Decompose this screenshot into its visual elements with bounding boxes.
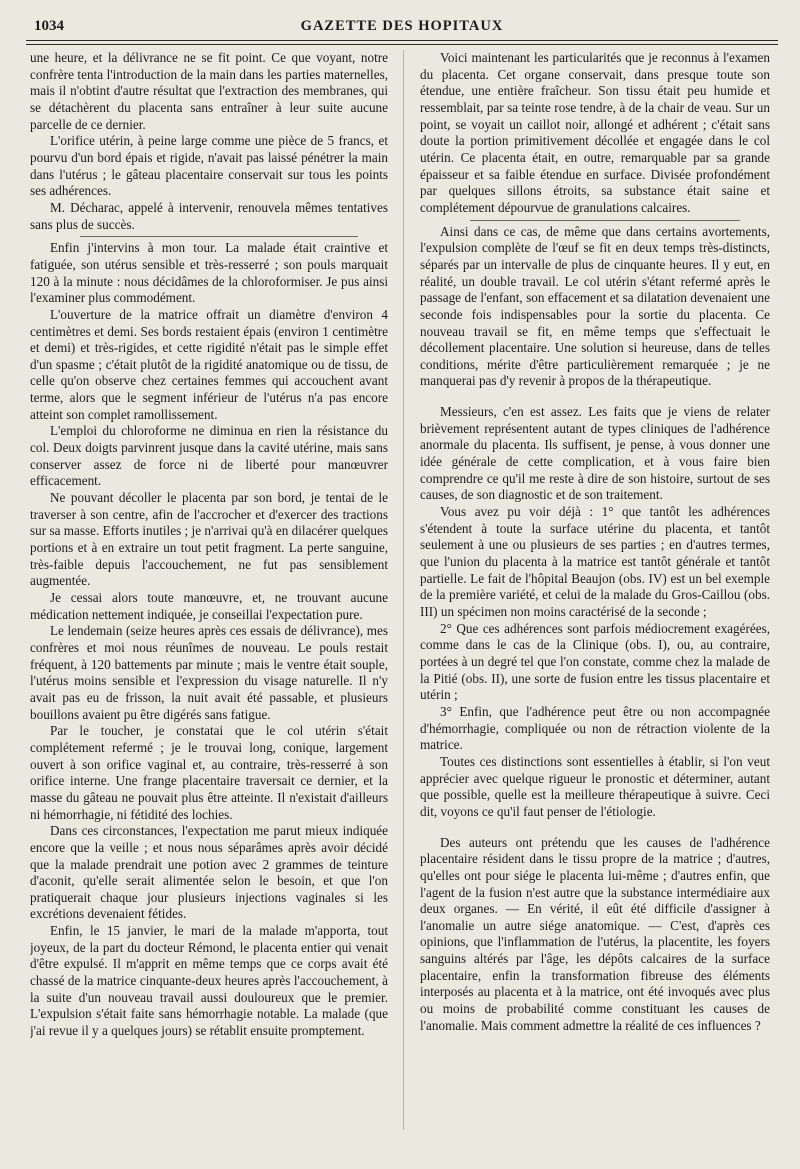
left-column: [30, 50, 388, 1156]
paragraph: Par le toucher, je constatai que le col utérin s'était complétement refermé ; je le trouvai long, conique, largement ouvert à son orifice vaginal et, au contraire, très-resserré à son orifice interne. Une frange placentaire traversait ce dernier, et la masse du gâteau ne pouvait plus être atteinte. Il n'existait d'ailleurs ni hémorrhagie, ni fétidité des lochies.: [30, 723, 388, 822]
header-rule: [26, 40, 778, 45]
paragraph-separator: [470, 220, 740, 221]
page-header: [26, 14, 778, 40]
paragraph: Ainsi dans ce cas, de même que dans certains avortements, l'expulsion complète de l'œuf se fit en deux temps très-distincts, séparés par un intervalle de plus de cinquante heures. Il y eut, en réalité, un double travail. Le col utérin s'étant refermé après le passage de l'enfant, son effacement et sa dilatation devenaient une seconde fois indispensables pour la sortie du placenta. Ce nouveau travail se fit, en même temps que s'effectuait le décollement placentaire. Une solution si heureuse, dans de telles conditions, mérite d'être particulièrement remarquée ; je ne manquerai pas d'y revenir à propos de la thérapeutique.: [420, 223, 770, 389]
paragraph: L'ouverture de la matrice offrait un diamètre d'environ 4 centimètres et demi. Ses bords restaient épais (environ 1 centimètre et demi) et très-rigides, et cette rigidité n'était pas le simple effet d'un spasme ; c'était plutôt de la rigidité anatomique ou de tissu, de celle qu'on observe chez certaines femmes qui accouchent avant terme, alors que le segment inférieur de l'utérus n'a pas encore atteint son complet ramollissement.: [30, 306, 388, 422]
paragraph: une heure, et la délivrance ne se fit point. Ce que voyant, notre confrère tenta l'introduction de la main dans les parties maternelles, mais il n'obtint d'autre résultat que l'extraction des membranes, qui se détachèrent du placenta sans entraîner à leur suite aucune parcelle de ce dernier.: [30, 50, 388, 132]
paragraph: L'emploi du chloroforme ne diminua en rien la résistance du col. Deux doigts parvinrent jusque dans la cavité utérine, mais sans conserver assez de force ni de liberté pour manœuvrer efficacement.: [30, 423, 388, 489]
paragraph: Enfin, le 15 janvier, le mari de la malade m'apporta, tout joyeux, de la part du docteur Rémond, le placenta entier qui venait d'être expulsé. Il m'apprit en même temps que ce corps avait été chassé de la matrice cinquante-deux heures après l'accouchement, à la suite d'un nouveau travail aussi douloureux que le premier. L'expulsion s'était faite sans hémorrhagie notable. La malade (que j'ai revue il y a quelques jours) se rétablit ensuite promptement.: [30, 923, 388, 1039]
paragraph: Vous avez pu voir déjà : 1° que tantôt les adhérences s'étendent à toute la surface utérine du placenta, et tantôt seulement à une ou plusieurs de ses parties ; en d'autres termes, que l'union du placenta à la matrice est tantôt générale et tantôt partielle. Le fait de l'hôpital Beaujon (obs. IV) est un bel exemple de la première variété, et celui de la malade du Gros-Caillou (obs. III) un spécimen non moins caractérisé de la seconde ;: [420, 504, 770, 619]
paragraph: Toutes ces distinctions sont essentielles à établir, si l'on veut apprécier avec quelque rigueur le pronostic et déterminer, autant que possible, quelle est la meilleure thérapeutique à suivre. Ceci dit, voyons ce qu'il faut penser de l'étiologie.: [420, 753, 770, 819]
paragraph: M. Décharac, appelé à intervenir, renouvela mêmes tentatives sans plus de succès.: [30, 199, 388, 232]
paragraph: Enfin j'intervins à mon tour. La malade était craintive et fatiguée, son utérus sensible et très-resserré ; son pouls marquait 120 à la minute : nous décidâmes de la chloroformiser. Je pus ainsi l'examiner plus commodément.: [30, 240, 388, 306]
paragraph: 3° Enfin, que l'adhérence peut être ou non accompagnée d'hémorrhagie, compliquée ou non de rétraction violente de la matrice.: [420, 703, 770, 753]
column-divider: [403, 50, 404, 1130]
paragraph: Ne pouvant décoller le placenta par son bord, je tentai de le traverser à son centre, afin de l'accrocher et d'exercer des tractions sur sa masse. Efforts inutiles ; je n'arrivai qu'à en dilacérer quelques portions et à en extraire un tout petit fragment. La perte sanguine, très-faible depuis l'accouchement, ne fut pas sensiblement augmentée.: [30, 490, 388, 589]
paragraph: Le lendemain (seize heures après ces essais de délivrance), mes confrères et moi nous réunîmes de nouveau. Le pouls restait fréquent, à 120 battements par minute ; mais le ventre était souple, l'utérus moins sensible et l'expression du visage naturelle. Il n'y avait pas eu de frisson, la nuit avait été passable, et plusieurs bouillons avaient pu être digérés sans fatigue.: [30, 623, 388, 722]
page-number: 1034: [34, 18, 64, 34]
paragraph: Je cessai alors toute manœuvre, et, ne trouvant aucune médication nettement indiquée, je conseillai l'expectation pure.: [30, 590, 388, 622]
right-column: [420, 50, 770, 1156]
paragraph: Dans ces circonstances, l'expectation me parut mieux indiquée encore que la veille ; et nous nous séparâmes après avoir décidé que la malade prendrait une potion avec 2 grammes de teinture d'aconit, qu'elle serait alimentée selon le besoin, et que l'on pratiquerait chaque jour plusieurs injections vaginales si les excrétions devenaient fétides.: [30, 823, 388, 922]
paragraph: L'orifice utérin, à peine large comme une pièce de 5 francs, et pourvu d'un bord épais et rigide, n'avait pas laissé pénétrer la main dans l'utérus ; le gâteau placentaire conservait sur tous les points ses adhérences.: [30, 133, 388, 199]
paragraph: Des auteurs ont prétendu que les causes de l'adhérence placentaire résident dans le tissu propre de la matrice ; d'autres, qu'elles ont pour siége le placenta lui-même ; d'autres enfin, que l'agent de la fusion n'est autre que la substance intermédiaire aux deux organes. — En vérité, il eût été difficile d'assigner à l'anomalie un autre siége anatomique. — C'est, d'après ces opinions, que l'inflammation de l'utérus, la placentite, les foyers sanguins altérés par l'âge, les dépôts calcaires de la surface placentaire, enfin la transformation fibreuse des éléments interposés au placenta et à la matrice, ont été invoqués avec plus ou moins de probabilité comme constituant les causes de l'anomalie. Mais comment admettre la réalité de ces influences ?: [420, 834, 770, 1033]
paragraph: Messieurs, c'en est assez. Les faits que je viens de relater brièvement représentent autant de types cliniques de l'adhérence anormale du placenta. Ils suffisent, je pense, à vous donner une idée générale de cette complication, et à vous faire bien comprendre ce qu'il me reste à dire de son histoire, surtout de ses causes, de son diagnostic et de son traitement.: [420, 404, 770, 503]
paragraph: Voici maintenant les particularités que je reconnus à l'examen du placenta. Cet organe conservait, dans presque toute son étendue, une entière fraîcheur. Son tissu était peu humide et ressemblait, par sa teinte rose tendre, à de la chair de veau. Sur un point, se voyait un caillot noir, allongé et adhérent ; c'était sans doute la portion primitivement décollée et engagée dans le col utérin. Ce placenta était, en outre, remarquable par sa grande épaisseur et sa faible étendue en surface. Divisée profondément par quelques sillons étroits, sa substance était saine et complétement dépourvue de granulations calcaires.: [420, 50, 770, 215]
paragraph-separator: [80, 236, 358, 237]
paragraph: 2° Que ces adhérences sont parfois médiocrement exagérées, comme dans le cas de la Clinique (obs. I), ou, au contraire, portées à un degré tel que l'on constate, comme chez la malade de la Pitié (obs. II), une sorte de fusion entre les tissus placentaire et utérin ;: [420, 620, 770, 703]
running-title: GAZETTE DES HOPITAUX: [300, 18, 504, 34]
